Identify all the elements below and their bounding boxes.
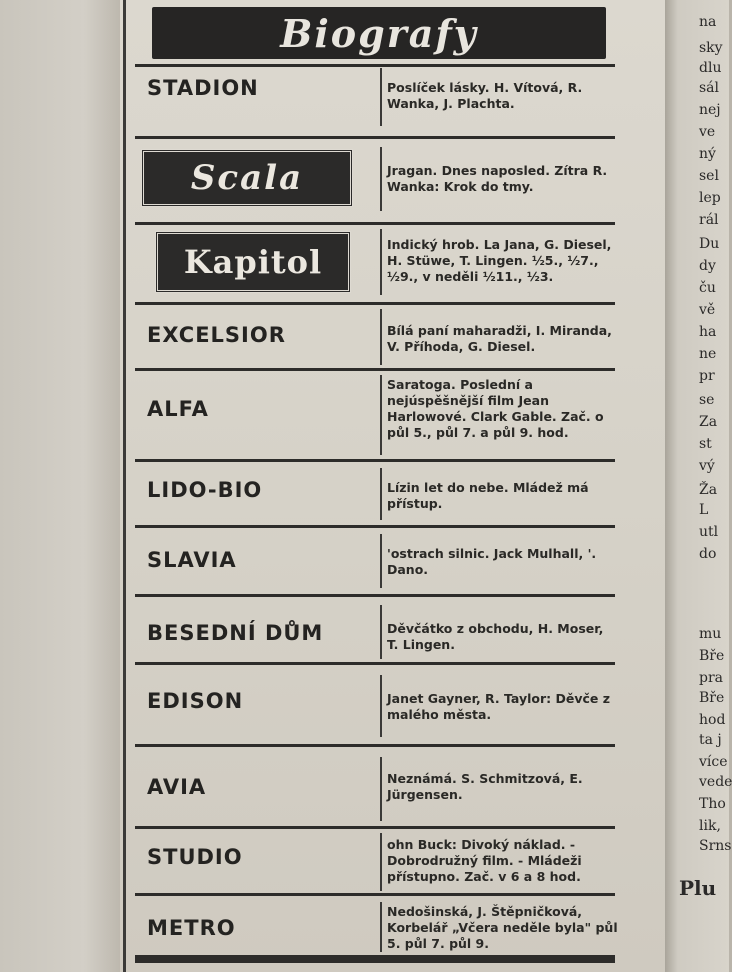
cinema-program: ohn Buck: Divoký náklad. - Dobrodružný film. - Mládeži přístupno. Zač. v 6 a 8 hod.	[387, 837, 582, 884]
cinema-program: 'ostrach silnic. Jack Mulhall, '. Dano.	[387, 546, 597, 577]
scala-logo: Scala	[141, 149, 353, 207]
right-page-word-fragment: ču	[699, 280, 716, 296]
right-page-word-fragment: rál	[699, 212, 719, 228]
right-page-word-fragment: lep	[699, 190, 721, 206]
cinema-program: Janet Gayner, R. Taylor: Děvče z malého města.	[387, 691, 611, 722]
right-page-word-fragment: ha	[699, 324, 717, 340]
listing-header	[152, 7, 606, 59]
cinema-program: Neznámá. S. Schmitzová, E. Jürgensen.	[387, 771, 583, 802]
right-page-word-fragment: sky	[699, 40, 723, 56]
right-page-word-fragment: se	[699, 392, 715, 408]
right-page-word-fragment: dlu	[699, 60, 722, 76]
right-page-word-fragment: sel	[699, 168, 719, 184]
row-divider	[380, 675, 382, 737]
right-page-word-fragment: Bře	[699, 648, 725, 664]
row-divider	[380, 605, 382, 659]
right-page-word-fragment: vě	[699, 302, 716, 318]
right-page-word-fragment: st	[699, 436, 712, 452]
cinema-program: Bílá paní maharadži, I. Miranda, V. Příhoda, G. Diesel.	[387, 323, 612, 354]
right-page-word-fragment: Du	[699, 236, 720, 252]
right-page-word-fragment: na	[699, 14, 717, 30]
cinema-program: Jragan. Dnes naposled. Zítra R. Wanka: Krok do tmy.	[387, 163, 608, 194]
cinema-name: STUDIO	[147, 845, 243, 869]
column-rule	[123, 0, 126, 972]
cinema-row	[135, 597, 615, 661]
right-page-word-fragment: ne	[699, 346, 717, 362]
row-divider	[380, 468, 382, 520]
cinema-row	[135, 66, 615, 130]
cinema-name: STADION	[147, 76, 259, 100]
cinema-row	[135, 747, 615, 827]
right-page-word-fragment: dy	[699, 258, 716, 274]
cinema-row	[135, 896, 618, 954]
row-divider	[380, 902, 382, 952]
cinema-name: AVIA	[147, 775, 207, 799]
right-page-word-fragment: Plu	[679, 876, 717, 900]
cinema-name: EXCELSIOR	[147, 323, 286, 347]
listing-title: Biografy	[280, 10, 478, 56]
right-page-word-fragment: Tho	[699, 796, 726, 812]
right-page-word-fragment: Za	[699, 414, 718, 430]
right-page-word-fragment: Ža	[699, 482, 718, 498]
right-page-word-fragment: Bře	[699, 690, 725, 706]
right-page-word-fragment: utl	[699, 524, 719, 540]
cinema-row	[135, 665, 615, 741]
cinema-program: Nedošinská, J. Štěpničková, Korbelář „Včera neděle byla" půl 5. půl 7. půl 9.	[387, 904, 618, 951]
cinema-name: LIDO-BIO	[147, 478, 263, 502]
cinema-program: Indický hrob. La Jana, G. Diesel, H. Stüwe, T. Lingen. ½5., ½7., ½9., v neděli ½11., ½3.	[387, 237, 612, 284]
right-page-word-fragment: do	[699, 546, 717, 562]
cinema-program: Lízin let do nebe. Mládež má přístup.	[387, 480, 589, 511]
row-divider	[380, 757, 382, 821]
right-page-fragment	[665, 0, 732, 972]
cinema-name: BESEDNÍ DŮM	[147, 621, 324, 645]
row-divider	[380, 68, 382, 126]
cinema-name: METRO	[147, 916, 236, 940]
listing-bottom-rule	[135, 955, 615, 963]
right-page-word-fragment: vý	[699, 458, 715, 474]
cinema-row	[135, 225, 615, 301]
cinema-program: Saratoga. Poslední a nejúspěšnější film Jean Harlowové. Clark Gable. Zač. o půl 5., půl 7. a půl 9. hod.	[387, 377, 604, 440]
right-page-word-fragment: hod	[699, 712, 726, 728]
right-page-word-fragment: více	[699, 754, 728, 770]
row-divider	[380, 534, 382, 588]
cinema-row	[135, 371, 615, 459]
right-page-word-fragment: ný	[699, 146, 716, 162]
cinema-row	[135, 139, 615, 219]
right-page-word-fragment: mu	[699, 626, 722, 642]
cinema-name: ALFA	[147, 397, 209, 421]
row-divider	[380, 309, 382, 365]
right-page-word-fragment: pr	[699, 368, 715, 384]
right-page-word-fragment: Srns	[699, 838, 732, 854]
cinema-program: Děvčátko z obchodu, H. Moser, T. Lingen.	[387, 621, 604, 652]
right-page-word-fragment: lik,	[699, 818, 721, 834]
right-page-word-fragment: vede	[699, 774, 732, 790]
right-page-word-fragment: L	[699, 502, 709, 518]
right-page-word-fragment: pra	[699, 670, 724, 686]
row-divider	[380, 147, 382, 211]
cinema-row	[135, 305, 615, 369]
kapitol-logo: Kapitol	[155, 231, 351, 293]
right-page-word-fragment: ve	[699, 124, 716, 140]
cinema-row	[135, 462, 615, 524]
cinema-row	[135, 829, 615, 897]
cinema-program: Poslíček lásky. H. Vítová, R. Wanka, J. Plachta.	[387, 80, 583, 111]
cinema-name: SLAVIA	[147, 548, 237, 572]
cinema-name: EDISON	[147, 689, 244, 713]
right-page-word-fragment: sál	[699, 80, 720, 96]
right-page-word-fragment: ta j	[699, 732, 722, 748]
left-page-margin	[0, 0, 120, 972]
cinema-row	[135, 528, 615, 592]
right-page-word-fragment: nej	[699, 102, 721, 118]
row-divider	[380, 833, 382, 891]
row-divider	[380, 229, 382, 295]
row-divider	[380, 375, 382, 455]
